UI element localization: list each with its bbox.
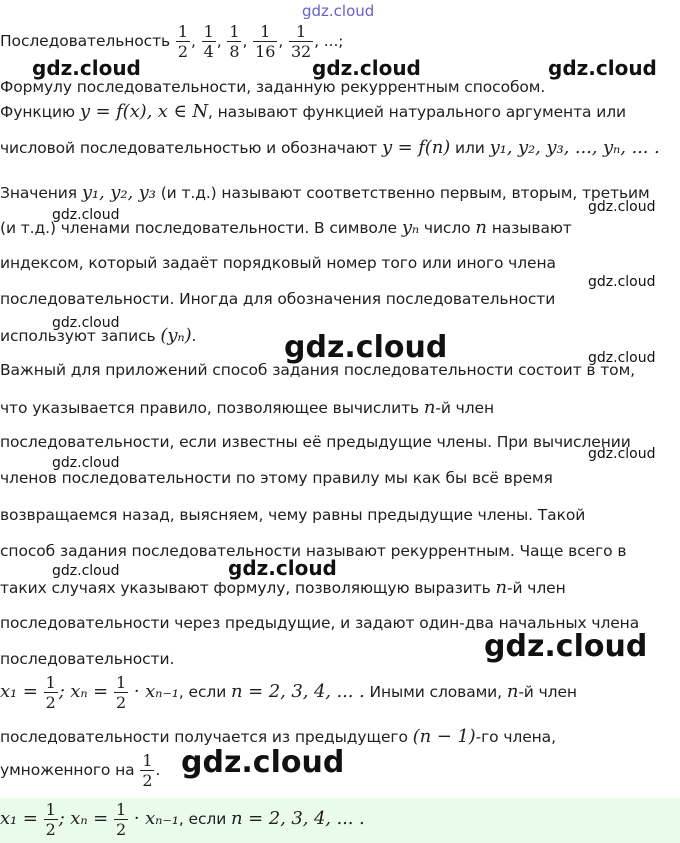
watermark: gdz.cloud bbox=[588, 199, 656, 215]
fraction: $\frac{1}{2}$ bbox=[45, 673, 56, 712]
watermark: gdz.cloud bbox=[588, 274, 656, 290]
text-line: числовой последовательностью и обозначают y = f(n) или y₁, y₂, y₃, ..., yₙ, ... . bbox=[0, 137, 660, 158]
watermark: gdz.cloud bbox=[284, 330, 448, 365]
text-line: возвращаемся назад, выясняем, чему равны предыдущие члены. Такой bbox=[0, 506, 586, 524]
text: Последовательность bbox=[0, 32, 171, 50]
watermark-top: gdz.cloud bbox=[302, 2, 375, 20]
text-line: умноженного на $\frac{1}{2}$ . bbox=[0, 751, 161, 790]
watermark: gdz.cloud bbox=[52, 563, 120, 579]
watermark: gdz.cloud bbox=[52, 315, 120, 331]
text-line: способ задания последовательности называют рекуррентным. Чаще всего в bbox=[0, 542, 627, 560]
fraction: $\frac{1}{2}$ bbox=[45, 800, 56, 839]
watermark: gdz.cloud bbox=[484, 629, 648, 664]
text: , ...; bbox=[314, 32, 344, 50]
text-line: Функцию y = f(x), x ∈ N, называют функцией натурального аргумента или bbox=[0, 101, 626, 122]
fraction: $\frac{1}{2}$ bbox=[115, 800, 127, 839]
watermark: gdz.cloud bbox=[548, 56, 657, 80]
highlighted-formula: x₁ = $\frac{1}{2}$ ; xₙ = $\frac{1}{2}$ · xₙ₋₁, если n = 2, 3, 4, ... . bbox=[0, 800, 365, 839]
watermark: gdz.cloud bbox=[52, 207, 120, 223]
watermark: gdz.cloud bbox=[588, 350, 656, 366]
text-line: что указывается правило, позволяющее вычислить n-й член bbox=[0, 397, 495, 418]
text-line: индексом, который задаёт порядковый номер того или иного члена bbox=[0, 254, 556, 272]
text-line: последовательности через предыдущие, и задают один-два начальных члена bbox=[0, 614, 640, 632]
watermark: gdz.cloud bbox=[312, 56, 421, 80]
fraction: $\frac{1}{4}$ bbox=[203, 22, 214, 61]
watermark: gdz.cloud bbox=[181, 745, 345, 780]
fraction: $\frac{1}{8}$ bbox=[229, 22, 240, 61]
fraction: $\frac{1}{2}$ bbox=[177, 22, 188, 61]
fraction: $\frac{1}{2}$ bbox=[142, 751, 153, 790]
text-line: таких случаях указывают формулу, позволяющую выразить n-й член bbox=[0, 577, 566, 598]
text-line: последовательности, если известны её предыдущие члены. При вычислении bbox=[0, 433, 631, 451]
text-line: последовательности. bbox=[0, 650, 175, 668]
text-line: последовательности получается из предыдущего (n − 1)-го члена, bbox=[0, 726, 556, 747]
text-line: Значения y₁, y₂, y₃ (и т.д.) называют соответственно первым, вторым, третьим bbox=[0, 182, 650, 203]
text-line: Формулу последовательности, заданную рекуррентным способом. bbox=[0, 78, 546, 96]
text-line: используют запись (yₙ). bbox=[0, 325, 197, 346]
sequence-line: Последовательность $\frac{1}{2}$ , $\frac{1}{4}$ , $\frac{1}{8}$ , $\frac{1}{16}$ , $\frac{1}{32}$ , ...; bbox=[0, 22, 344, 61]
watermark: gdz.cloud bbox=[588, 446, 656, 462]
fraction: $\frac{1}{2}$ bbox=[115, 673, 127, 712]
text-line: (и т.д.) членами последовательности. В символе yₙ число n называют bbox=[0, 217, 572, 238]
recurrence-formula: x₁ = $\frac{1}{2}$ ; xₙ = $\frac{1}{2}$ · xₙ₋₁, если n = 2, 3, 4, ... . Иными словами, n-й член bbox=[0, 673, 577, 712]
fraction: $\frac{1}{16}$ bbox=[255, 22, 276, 61]
watermark: gdz.cloud bbox=[52, 455, 120, 471]
text-line: членов последовательности по этому правилу мы как бы всё время bbox=[0, 469, 553, 487]
text-line: Важный для приложений способ задания последовательности состоит в том, bbox=[0, 361, 635, 379]
fraction: $\frac{1}{32}$ bbox=[290, 22, 312, 61]
text-line: последовательности. Иногда для обозначения последовательности bbox=[0, 290, 556, 308]
watermark: gdz.cloud bbox=[32, 56, 141, 80]
watermark: gdz.cloud bbox=[228, 556, 337, 580]
